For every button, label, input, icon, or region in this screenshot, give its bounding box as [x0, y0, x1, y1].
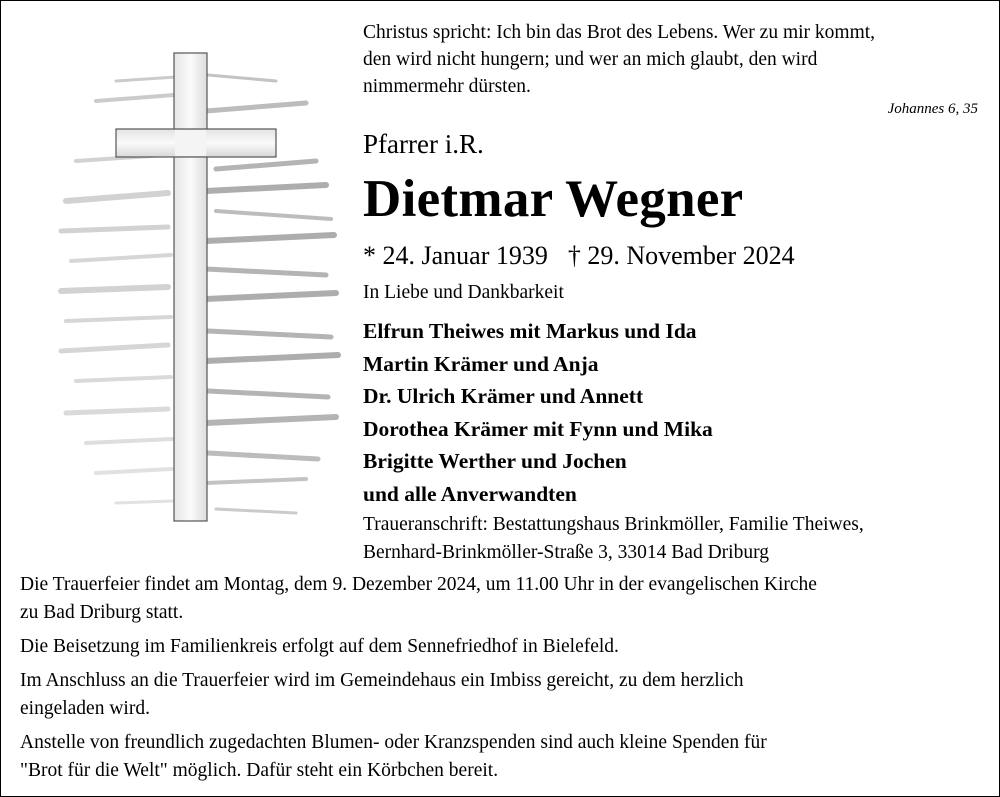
mourner-name: Brigitte Werther und Jochen [363, 449, 627, 473]
notice-line: Die Beisetzung im Familienkreis erfolgt auf dem Sennefriedhof in Bielefeld. [20, 636, 619, 657]
service-notices [20, 571, 985, 791]
notice-donations [20, 729, 985, 785]
death-date: † 29. November 2024 [567, 241, 795, 270]
mourner-name: Dr. Ulrich Krämer und Annett [363, 384, 644, 408]
mourners-list [363, 315, 713, 510]
notice-line: zu Bad Driburg statt. [20, 602, 184, 623]
quote-line: nimmermehr dürsten. [363, 76, 531, 97]
address-line: Traueranschrift: Bestattungshaus Brinkmöller, Familie Theiwes, [363, 514, 864, 535]
notice-line: eingeladen wird. [20, 698, 150, 719]
deceased-title: Pfarrer i.R. [363, 129, 484, 159]
mourner-name: Elfrun Theiwes mit Markus und Ida [363, 319, 697, 343]
bible-quote [363, 19, 978, 100]
address-line: Bernhard-Brinkmöller-Straße 3, 33014 Bad Driburg [363, 542, 769, 563]
notice-reception [20, 667, 985, 723]
quote-line: Christus spricht: Ich bin das Brot des Lebens. Wer zu mir kommt, [363, 22, 876, 43]
mourners-intro: In Liebe und Dankbarkeit [363, 282, 564, 303]
notice-funeral [20, 571, 985, 627]
cross-icon [56, 41, 341, 531]
notice-line: Anstelle von freundlich zugedachten Blumen- oder Kranzspenden sind auch kleine Spenden für [20, 732, 767, 753]
mourner-name: und alle Anverwandten [363, 481, 577, 506]
mourner-name: Martin Krämer und Anja [363, 351, 599, 376]
notice-line: Im Anschluss an die Trauerfeier wird im Gemeindehaus ein Imbiss gereicht, zu dem herzlich [20, 670, 744, 691]
notice-line: Die Trauerfeier findet am Montag, dem 9. Dezember 2024, um 11.00 Uhr in der evangelischen Kirche [20, 574, 817, 595]
notice-burial [20, 633, 985, 661]
notice-line: "Brot für die Welt" möglich. Dafür steht ein Körbchen bereit. [20, 760, 499, 781]
quote-reference: Johannes 6, 35 [887, 101, 978, 117]
life-dates [363, 241, 795, 271]
deceased-name: Dietmar Wegner [363, 170, 744, 228]
mourning-address [363, 511, 864, 567]
quote-line: den wird nicht hungern; und wer an mich glaubt, den wird [363, 49, 818, 70]
mourner-name: Dorothea Krämer mit Fynn und Mika [363, 416, 713, 441]
birth-date: * 24. Januar 1939 [363, 241, 548, 270]
